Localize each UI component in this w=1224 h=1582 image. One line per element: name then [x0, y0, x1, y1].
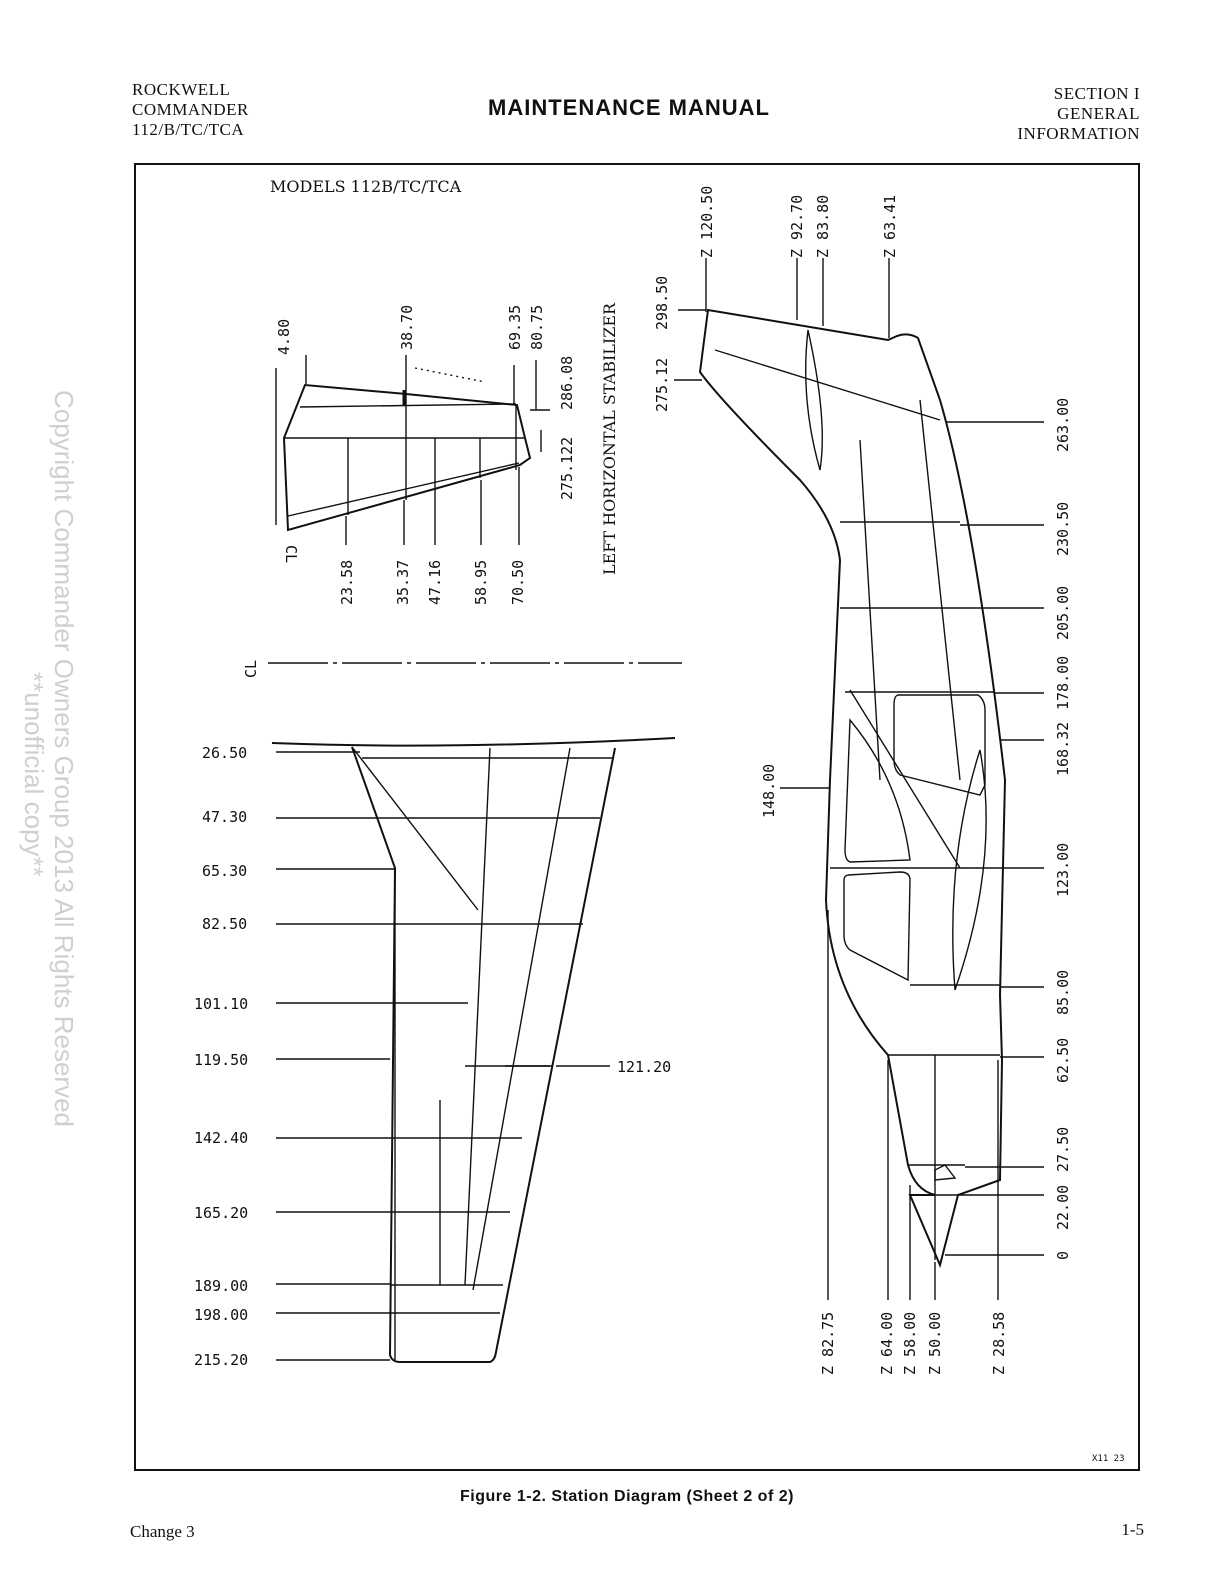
fuselage-station-8: 62.50: [1054, 1037, 1072, 1083]
stab-bottom-label-1: 23.58: [338, 559, 356, 605]
fuselage-station-3: 205.00: [1054, 585, 1072, 640]
stab-top-label-4: 80.75: [528, 304, 546, 350]
stabilizer-centerline-label: CL: [282, 545, 300, 564]
fuselage-bottom-label-1: Z 82.75: [819, 1311, 837, 1375]
header-left-line-1: ROCKWELL: [132, 80, 231, 99]
footer-change: Change 3: [130, 1522, 195, 1541]
fuselage-bottom-label-2: Z 64.00: [878, 1311, 896, 1375]
stabilizer-title: LEFT HORIZONTAL STABILIZER: [600, 302, 619, 575]
fuselage-station-4: 178.00: [1054, 655, 1072, 710]
wing-station-1: 26.50: [202, 744, 248, 762]
fuselage-station-6: 123.00: [1054, 842, 1072, 897]
header-right-line-2: GENERAL: [1057, 104, 1140, 123]
stab-station-label-1: 275.12: [653, 357, 671, 412]
watermark-line-2: **unofficial copy**: [19, 672, 49, 877]
wing-station-7: 142.40: [194, 1129, 249, 1147]
wing-station-leaders: [276, 752, 610, 1360]
fuselage-top-label-1: Z 120.50: [698, 185, 716, 258]
fuselage-station-10: 22.00: [1054, 1184, 1072, 1230]
fuselage-top-label-4: Z 63.41: [881, 194, 899, 258]
watermark-line-1: Copyright Commander Owners Group 2013 All Rights Reserved: [49, 390, 79, 1128]
wing-station-8: 165.20: [194, 1204, 249, 1222]
fuselage-station-2: 230.50: [1054, 501, 1072, 556]
fuselage-top-label-3: Z 83.80: [814, 194, 832, 258]
stabilizer-leaders: [276, 355, 550, 545]
wing-outline: [272, 738, 675, 1362]
header-right-line-1: SECTION I: [1053, 84, 1140, 103]
header-right-line-3: INFORMATION: [1017, 124, 1140, 143]
models-label: MODELS 112B/TC/TCA: [270, 177, 462, 196]
header-left-line-2: COMMANDER: [132, 100, 249, 119]
fuselage-station-5: 168.32: [1054, 721, 1072, 776]
fuselage-station-11: 0: [1054, 1250, 1072, 1260]
wing-station-2: 47.30: [202, 808, 248, 826]
stab-bottom-label-4: 58.95: [472, 559, 490, 605]
stab-bottom-label-3: 47.16: [426, 559, 444, 605]
wing-station-4: 82.50: [202, 915, 248, 933]
fuselage-outline: [700, 310, 1005, 1265]
fuselage-bottom-label-5: Z 28.58: [990, 1311, 1008, 1375]
fuselage-top-label-2: Z 92.70: [788, 194, 806, 258]
drawing-code: X11 23: [1092, 1454, 1125, 1464]
header-left-line-3: 112/B/TC/TCA: [132, 120, 245, 139]
fuselage-bottom-label-4: Z 50.00: [926, 1311, 944, 1375]
stab-station-label-2: 298.50: [653, 275, 671, 330]
stab-right-label-1: 286.08: [558, 355, 576, 410]
wing-station-11: 215.20: [194, 1351, 249, 1369]
wing-station-6: 119.50: [194, 1051, 249, 1069]
manual-title: MAINTENANCE MANUAL: [488, 95, 770, 120]
wing-station-5: 101.10: [194, 995, 249, 1013]
fuselage-station-1: 263.00: [1054, 397, 1072, 452]
fuselage-left-label: 148.00: [760, 763, 778, 818]
wing-side-label: 121.20: [617, 1058, 672, 1076]
stab-top-label-3: 69.35: [506, 304, 524, 350]
fuselage-bottom-label-3: Z 58.00: [901, 1311, 919, 1375]
wing-station-10: 198.00: [194, 1306, 249, 1324]
fuselage-station-9: 27.50: [1054, 1126, 1072, 1172]
page-number: 1-5: [1121, 1520, 1144, 1539]
wing-centerline-label: CL: [242, 659, 260, 678]
wing-station-9: 189.00: [194, 1277, 249, 1295]
stab-bottom-label-2: 35.37: [394, 559, 412, 605]
wing-station-3: 65.30: [202, 862, 248, 880]
stab-bottom-label-5: 70.50: [509, 559, 527, 605]
stab-top-label-1: 4.80: [275, 318, 293, 355]
figure-caption: Figure 1-2. Station Diagram (Sheet 2 of 2): [460, 1488, 794, 1505]
stab-right-label-2: 275.122: [558, 436, 576, 500]
fuselage-station-7: 85.00: [1054, 969, 1072, 1015]
fuselage-leaders: [674, 258, 1044, 1300]
stabilizer-outline: [284, 368, 530, 530]
stab-top-label-2: 38.70: [398, 304, 416, 350]
